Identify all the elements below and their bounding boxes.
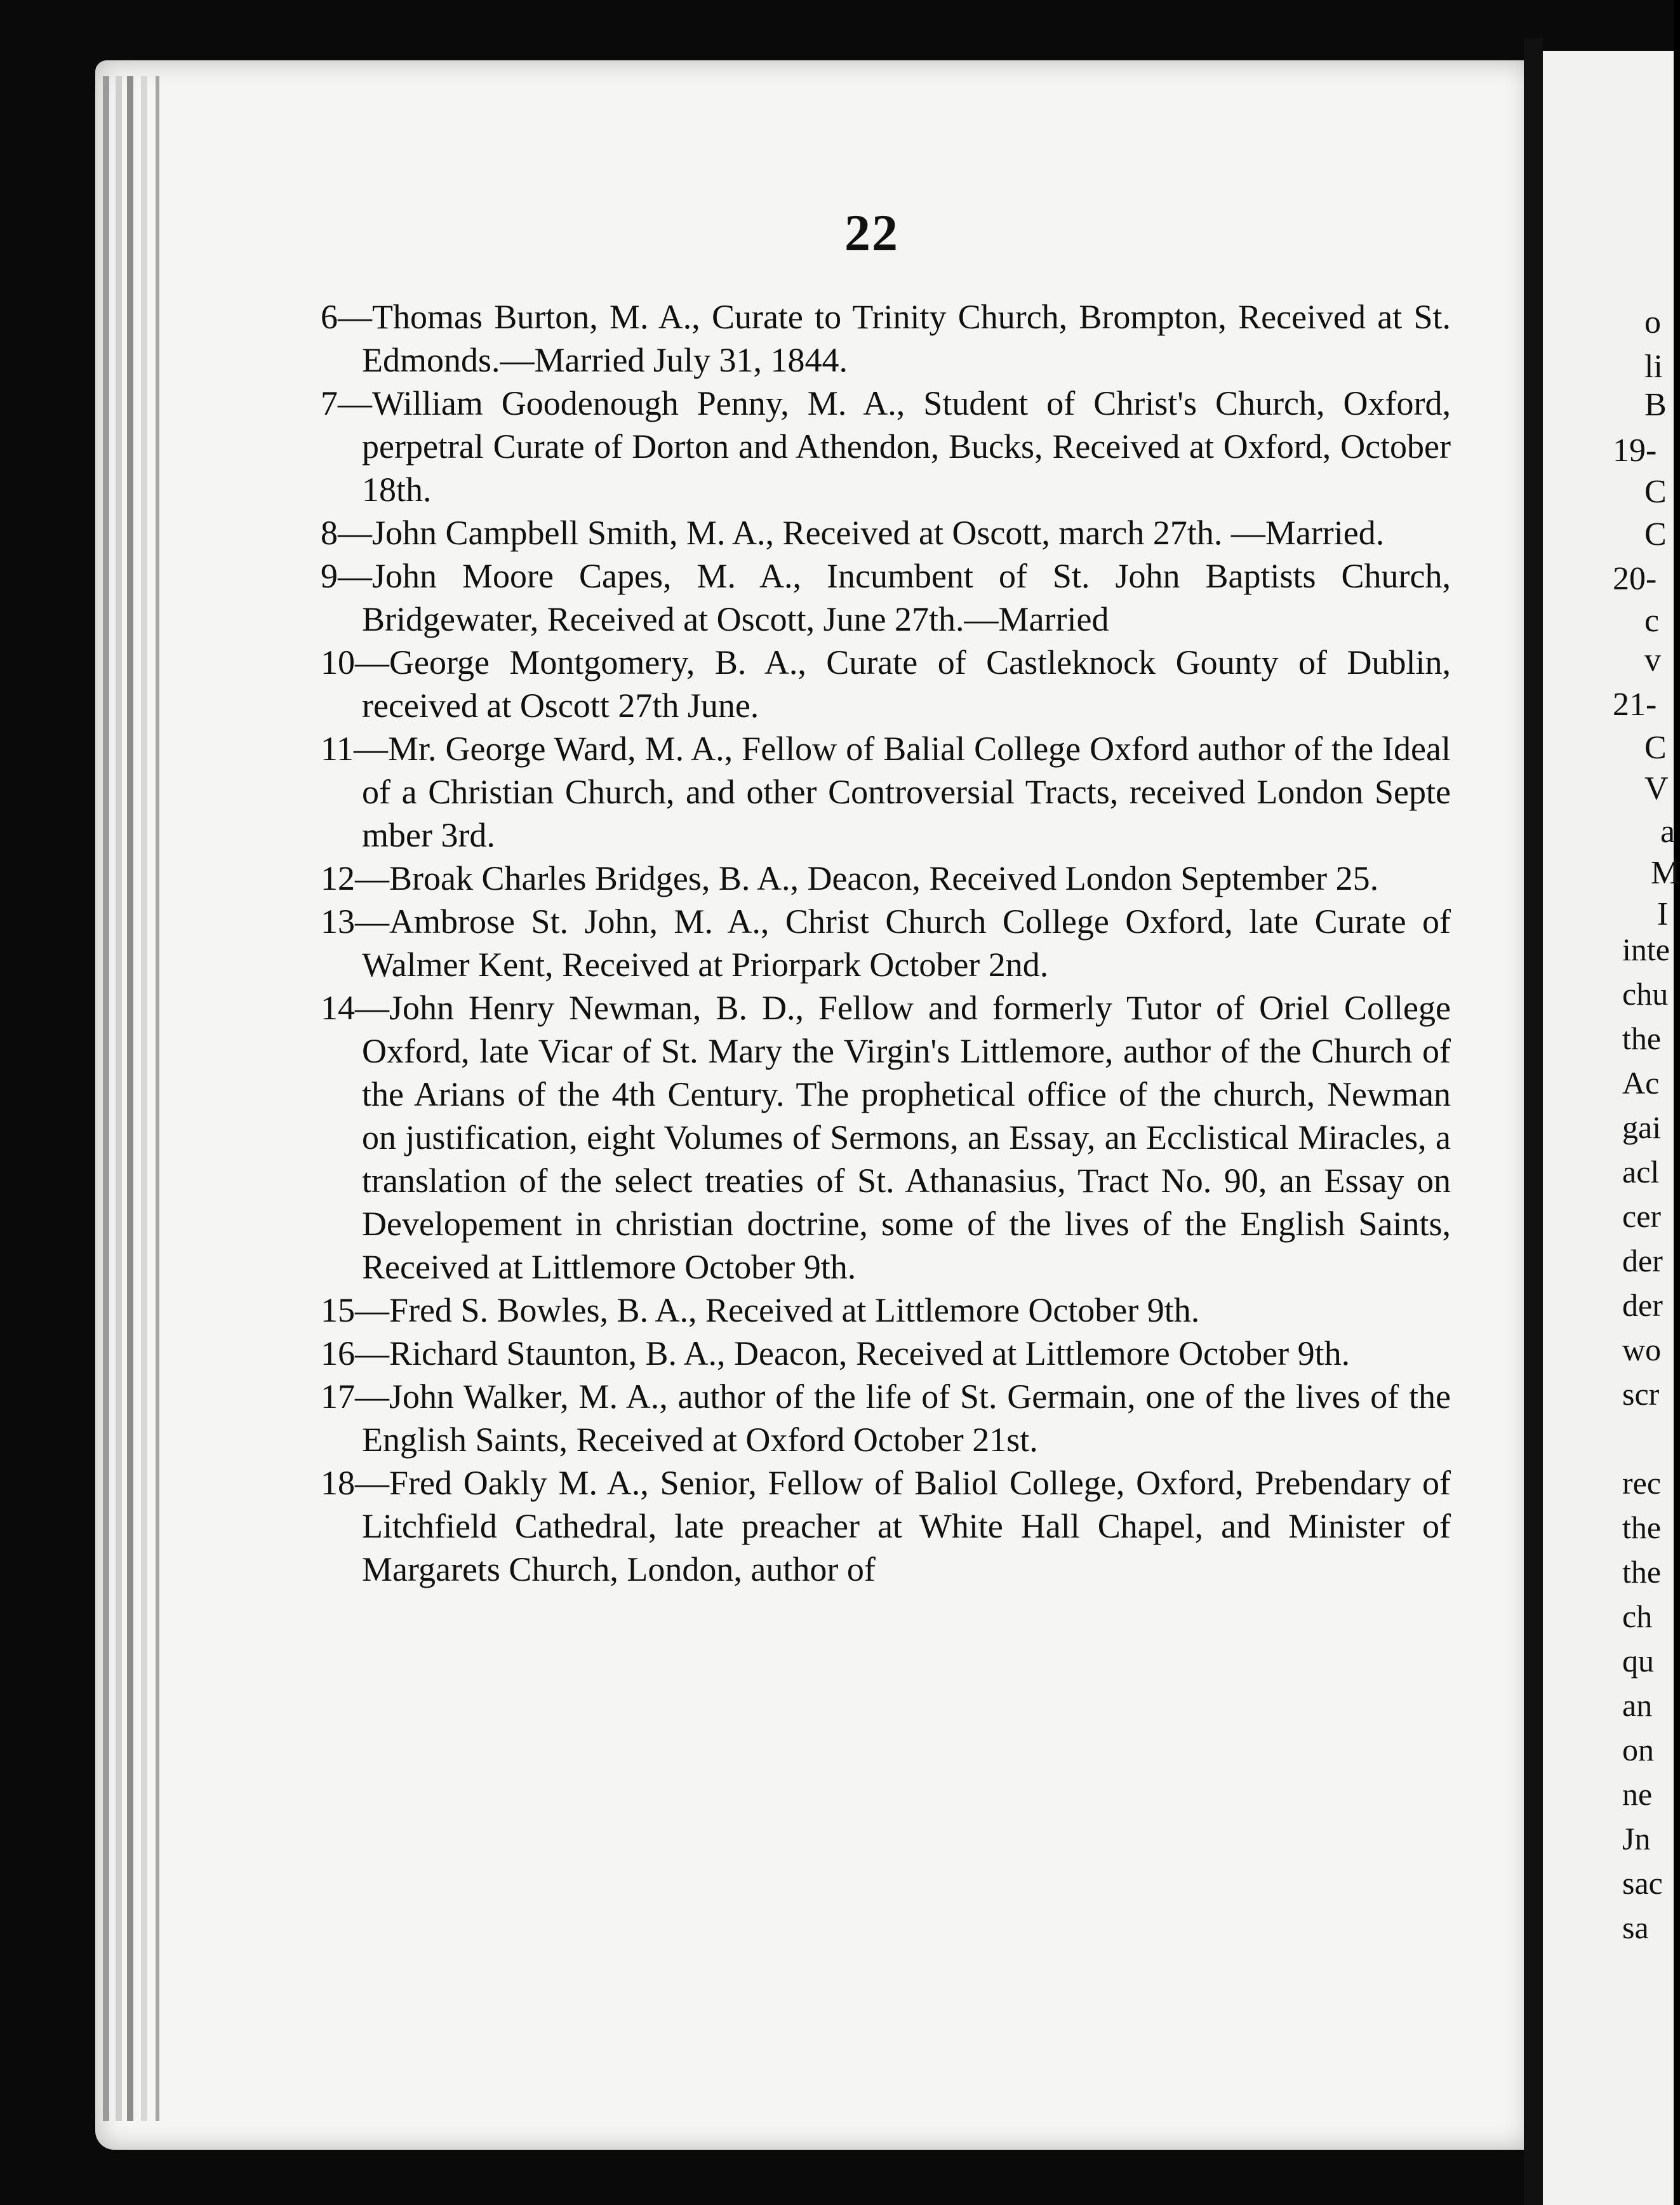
page-edge — [156, 76, 159, 2121]
right-page-fragment: the — [1622, 1510, 1662, 1545]
right-page-fragment: C — [1644, 474, 1667, 510]
page-number: 22 — [844, 204, 899, 262]
right-page-fragment: V — [1644, 770, 1669, 807]
entry: 18—Fred Oakly M. A., Senior, Fellow of Baliol College, Oxford, Prebendary of Litchfield Cathedral, late preacher at White Hall Chapel, and Minister of Margarets Church, London, author of — [321, 1464, 1451, 1588]
right-page-fragment: 21- — [1613, 687, 1657, 723]
page-edge — [116, 76, 122, 2121]
right-page-fragment: on — [1622, 1732, 1654, 1767]
right-page-fragment — [1622, 1416, 1670, 1461]
right-page-fragment: o — [1644, 304, 1661, 340]
entry: 15—Fred S. Bowles, B. A., Received at Littlemore October 9th. — [321, 1291, 1200, 1329]
right-page-fragment: the — [1622, 1021, 1662, 1056]
right-page-fragment: c — [1644, 603, 1660, 639]
right-page-fragment: der — [1622, 1287, 1663, 1323]
page-edge — [103, 76, 109, 2121]
right-page-fragment: 20- — [1613, 561, 1657, 597]
right-page-fragment: sac — [1622, 1865, 1663, 1901]
right-page-fragment: chu — [1622, 976, 1669, 1012]
right-page-fragment: ne — [1622, 1776, 1653, 1812]
entry: 11—Mr. George Ward, M. A., Fellow of Balial College Oxford author of the Ideal of a Christian Church, and other Controversial Tracts, received London Septe mber 3rd. — [321, 730, 1451, 854]
right-page-fragment: qu — [1622, 1643, 1654, 1679]
right-page-fragment: a — [1660, 814, 1676, 850]
right-page-fragment: M — [1651, 855, 1680, 891]
right-page-fragment: cer — [1622, 1198, 1662, 1234]
entry: 17—John Walker, M. A., author of the life of St. Germain, one of the lives of the English Saints, Received at Oxford October 21st. — [321, 1377, 1451, 1459]
entry: 8—John Campbell Smith, M. A., Received at Oscott, march 27th. —Married. — [321, 514, 1385, 552]
entry: 9—John Moore Capes, M. A., Incumbent of St. John Baptists Church, Bridgewater, Received at Oscott, June 27th.—Married — [321, 557, 1451, 638]
entry: 16—Richard Staunton, B. A., Deacon, Received at Littlemore October 9th. — [321, 1334, 1350, 1372]
right-page-fragment: Jn — [1622, 1821, 1651, 1856]
right-page-fragment: I — [1657, 896, 1669, 932]
entry: 13—Ambrose St. John, M. A., Christ Church College Oxford, late Curate of Walmer Kent, Received at Priorpark October 2nd. — [321, 902, 1451, 984]
right-page-fragment: li — [1644, 349, 1663, 385]
right-page-fragment: C — [1644, 516, 1667, 553]
right-page-fragment: der — [1622, 1243, 1663, 1278]
entry: 10—George Montgomery, B. A., Curate of Castleknock Gounty of Dublin, received at Oscott 27th June. — [321, 643, 1451, 725]
right-page-fragment: wo — [1622, 1332, 1662, 1367]
right-page-fragment: 19- — [1613, 432, 1657, 469]
book-gutter — [1524, 38, 1543, 2205]
right-page-fragment: C — [1644, 730, 1667, 766]
right-page-fragment: inte — [1622, 932, 1670, 967]
right-page-fragment: Ac — [1622, 1065, 1660, 1101]
right-page-fragment: the — [1622, 1554, 1662, 1590]
right-page-fragment: sa — [1622, 1910, 1649, 1945]
entry: 6—Thomas Burton, M. A., Curate to Trinity Church, Brompton, Received at St. Edmonds.—Married July 31, 1844. — [321, 298, 1451, 379]
right-page-fragment: B — [1644, 387, 1667, 423]
right-page-fragment: rec — [1622, 1465, 1662, 1501]
entry: 14—John Henry Newman, B. D., Fellow and formerly Tutor of Oriel College Oxford, late Vicar of St. Mary the Virgin's Littlemore, author of the Church of the Arians of the 4th Century. The prophetical office of the church, Newman on justification, eight Volumes of Sermons, an Essay, an Ecclistical Miracles, a translation of the select treaties of St. Athanasius, Tract No. 90, an Essay on Developement in christian doctrine, some of the lives of the English Saints, Received at Littlemore October 9th. — [321, 989, 1451, 1286]
entries-list — [321, 295, 1451, 1591]
right-page-fragments-lower — [1622, 927, 1670, 1950]
right-page-fragment: ch — [1622, 1598, 1653, 1634]
right-page-fragment: gai — [1622, 1109, 1662, 1145]
page-edge — [141, 76, 147, 2121]
right-page-fragment: acl — [1622, 1154, 1660, 1190]
right-page-fragment: v — [1644, 642, 1661, 678]
entry: 7—William Goodenough Penny, M. A., Student of Christ's Church, Oxford, perpetral Curate of Dorton and Athendon, Bucks, Received at Oxford, October 18th. — [321, 384, 1451, 509]
entry: 12—Broak Charles Bridges, B. A., Deacon, Received London September 25. — [321, 859, 1379, 897]
right-page-fragment: scr — [1622, 1376, 1660, 1412]
right-page-fragment: an — [1622, 1687, 1653, 1723]
page-edge — [127, 76, 133, 2121]
